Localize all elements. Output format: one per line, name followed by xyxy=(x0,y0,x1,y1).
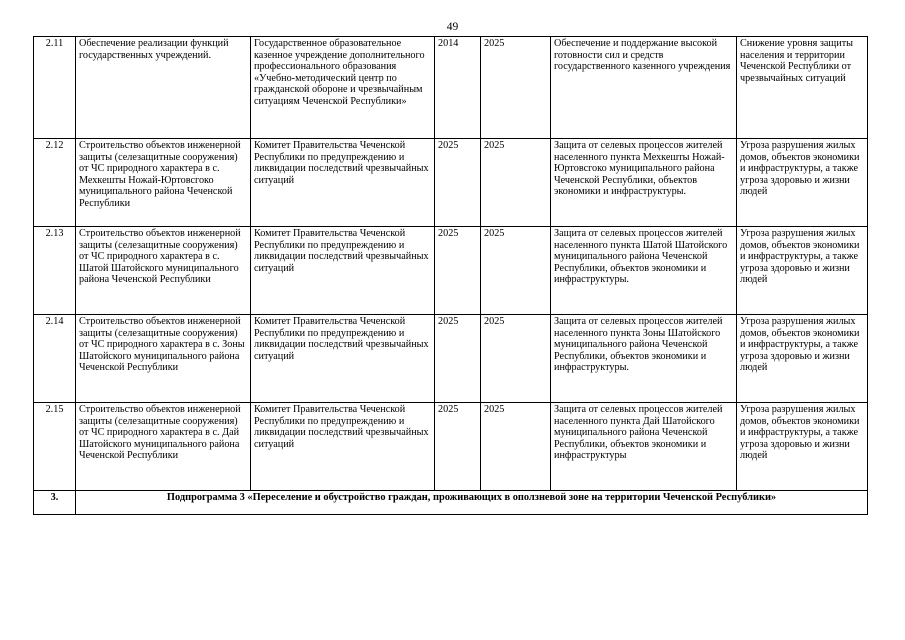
subprogram-row xyxy=(34,491,868,515)
start-year: 2025 xyxy=(435,227,481,315)
row-number: 2.11 xyxy=(34,37,76,139)
expected-result: Защита от селевых процессов жителей населенного пункта Мехкешты Ножай-Юртовсгоко муниципального района Чеченской Республики, объектов экономики и инфраструктуры. xyxy=(551,139,737,227)
start-year: 2025 xyxy=(435,315,481,403)
end-year: 2025 xyxy=(481,37,551,139)
start-year: 2014 xyxy=(435,37,481,139)
non-implementation-consequence: Угроза разрушения жилых домов, объектов экономики и инфраструктуры, а также угроза здоровью и жизни людей xyxy=(737,315,868,403)
end-year: 2025 xyxy=(481,315,551,403)
table-row xyxy=(34,37,868,139)
row-number: 2.12 xyxy=(34,139,76,227)
measure-name: Строительство объектов инженерной защиты (селезащитные сооружения) от ЧС природного характера в с. Дай Шатойского муниципального района Чеченской Республики xyxy=(76,403,251,491)
table-row xyxy=(34,403,868,491)
non-implementation-consequence: Угроза разрушения жилых домов, объектов экономики и инфраструктуры, а также угроза здоровью и жизни людей xyxy=(737,139,868,227)
measure-executor: Комитет Правительства Чеченской Республики по предупреждению и ликвидации последствий чрезвычайных ситуаций xyxy=(251,403,435,491)
expected-result: Защита от селевых процессов жителей населенного пункта Шатой Шатойского муниципального района Чеченской Республики, объектов экономики и инфраструктуры. xyxy=(551,227,737,315)
row-number: 2.15 xyxy=(34,403,76,491)
non-implementation-consequence: Угроза разрушения жилых домов, объектов экономики и инфраструктуры, а также угроза здоровью и жизни людей xyxy=(737,403,868,491)
non-implementation-consequence: Угроза разрушения жилых домов, объектов экономики и инфраструктуры, а также угроза здоровью и жизни людей xyxy=(737,227,868,315)
measure-name: Строительство объектов инженерной защиты (селезащитные сооружения) от ЧС природного характера в с. Зоны Шатойского муниципального района Чеченской Республики xyxy=(76,315,251,403)
end-year: 2025 xyxy=(481,139,551,227)
row-number: 2.14 xyxy=(34,315,76,403)
table-row xyxy=(34,315,868,403)
expected-result: Защита от селевых процессов жителей населенного пункта Зоны Шатойского муниципального района Чеченской Республики, объектов экономики и инфраструктуры. xyxy=(551,315,737,403)
non-implementation-consequence: Снижение уровня защиты населения и территории Чеченской Республики от чрезвычайных ситуаций xyxy=(737,37,868,139)
end-year: 2025 xyxy=(481,403,551,491)
subprogram-title: Подпрограмма 3 «Переселение и обустройство граждан, проживающих в оползневой зоне на территории Чеченской Республики» xyxy=(76,491,868,515)
measure-executor: Комитет Правительства Чеченской Республики по предупреждению и ликвидации последствий чрезвычайных ситуаций xyxy=(251,315,435,403)
page-number: 49 xyxy=(446,21,459,33)
expected-result: Защита от селевых процессов жителей населенного пункта Дай Шатойского муниципального района Чеченской Республики, объектов экономики и инфраструктуры xyxy=(551,403,737,491)
measure-name: Строительство объектов инженерной защиты (селезащитные сооружения) от ЧС природного характера в с. Мехкешты Ножай-Юртовсгоко муниципального района Чеченской Республики xyxy=(76,139,251,227)
end-year: 2025 xyxy=(481,227,551,315)
measure-name: Строительство объектов инженерной защиты (селезащитные сооружения) от ЧС природного характера в с. Шатой Шатойского муниципального района Чеченской Республики xyxy=(76,227,251,315)
row-number: 2.13 xyxy=(34,227,76,315)
start-year: 2025 xyxy=(435,139,481,227)
measure-executor: Комитет Правительства Чеченской Республики по предупреждению и ликвидации последствий чрезвычайных ситуаций xyxy=(251,139,435,227)
subprogram-number: 3. xyxy=(34,491,76,515)
measure-executor: Государственное образовательное казенное учреждение дополнительного профессионального образования «Учебно-методический центр по гражданской обороне и чрезвычайным ситуациям Чеченской Республики» xyxy=(251,37,435,139)
measures-table xyxy=(33,36,868,515)
table-row xyxy=(34,139,868,227)
expected-result: Обеспечение и поддержание высокой готовности сил и средств государственного казенного учреждения xyxy=(551,37,737,139)
measure-name: Обеспечение реализации функций государственных учреждений. xyxy=(76,37,251,139)
start-year: 2025 xyxy=(435,403,481,491)
table-row xyxy=(34,227,868,315)
measure-executor: Комитет Правительства Чеченской Республики по предупреждению и ликвидации последствий чрезвычайных ситуаций xyxy=(251,227,435,315)
